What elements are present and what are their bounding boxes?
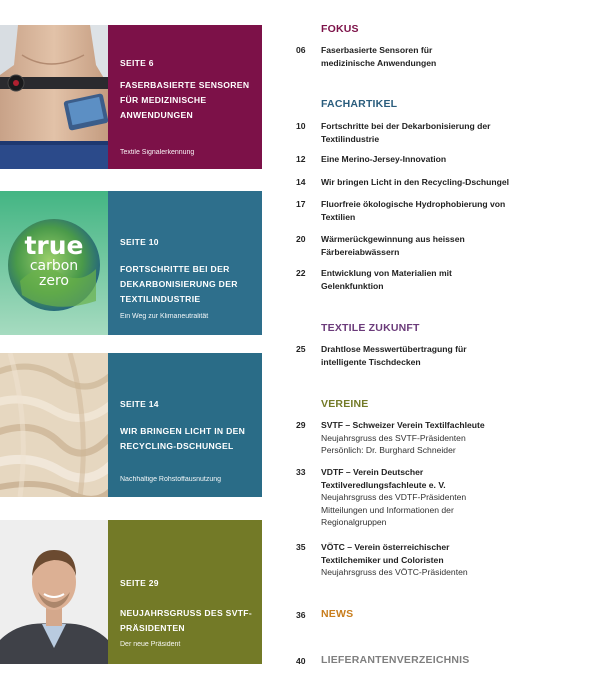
toc-page-number: 29 [296,420,306,430]
teaser-box [108,191,262,335]
section-heading-lieferantenverzeichnis: LIEFERANTENVERZEICHNIS [321,654,470,666]
teaser-title: WIR BRINGEN LICHT IN DEN RECYCLING-DSCHUNGEL [120,426,246,451]
section-heading-news: NEWS [321,608,354,620]
toc-page-number: 10 [296,121,306,131]
teaser-recycling[interactable] [0,353,262,497]
teaser-title: FASERBASIERTE SENSOREN FÜR MEDIZINISCHE ANWENDUNGEN [120,80,250,120]
teaser-subtitle: Der neue Präsident [120,641,181,648]
teaser-sensors[interactable] [0,25,262,169]
toc-page-number: 36 [296,610,306,620]
toc-page-number: 06 [296,45,306,55]
toc-page-number: 12 [296,154,306,164]
toc-entry-title: Fluorfreie ökologische Hydrophobierung von Textilien [321,199,506,222]
toc-entry-title: Eine Merino-Jersey-Innovation [321,154,447,164]
toc-entry-title: Wärmerückgewinnung aus heissen Färbereiabwässern [321,234,465,257]
teaser-box [108,25,262,169]
toc-entry-title: Entwicklung von Materialien mit Gelenkfunktion [321,268,452,291]
teaser-page: SEITE 6 [120,58,154,68]
toc-entry-description: Neujahrsgruss des SVTF-Präsidenten [321,432,466,443]
toc-entry-description: Mitteilungen und Informationen der Regionalgruppen [321,504,454,527]
teaser-subtitle: Nachhaltige Rohstoffausnutzung [120,476,222,483]
teaser-title: FORTSCHRITTE BEI DER DEKARBONISIERUNG DER TEXTILINDUSTRIE [120,264,238,304]
toc-entry-description: Neujahrsgruss des VÖTC-Präsidenten [321,567,468,577]
teaser-subtitle: Ein Weg zur Klimaneutralität [120,313,209,320]
teaser-image-true-carbon-zero [0,191,108,335]
teaser-image-president-portrait [0,520,108,664]
toc-page-number: 22 [296,268,306,278]
toc-page-number: 20 [296,234,306,244]
section-heading-textile-zukunft: TEXTILE ZUKUNFT [321,322,420,334]
teaser-title: NEUJAHRSGRUSS DES SVTF-PRÄSIDENTEN [120,608,253,633]
teaser-subtitle: Textile Signalerkennung [120,149,195,156]
toc-entry-title: Fortschritte bei der Dekarbonisierung der Textilindustrie [321,121,491,144]
section-heading-fokus: FOKUS [321,23,359,35]
toc-page-number: 33 [296,467,306,477]
toc-page-number: 14 [296,177,306,187]
toc-entry-title: Faserbasierte Sensoren für medizinische Anwendungen [321,45,437,68]
section-heading-fachartikel: FACHARTIKEL [321,98,398,110]
teaser-page: SEITE 10 [120,237,159,247]
teaser-page: SEITE 14 [120,399,159,409]
teaser-image-sensor-belt [0,25,108,169]
toc-entry-title: Wir bringen Licht in den Recycling-Dschungel [321,177,510,187]
toc-entry-description: Persönlich: Dr. Burghard Schneider [321,445,456,455]
true-carbon-zero-logo: true carbon zero [24,231,84,289]
section-heading-vereine: VEREINE [321,398,369,410]
teaser-dekarbonisierung[interactable] [0,191,262,335]
toc-entry-title: Drahtlose Messwertübertragung für intelligente Tischdecken [321,344,467,367]
teaser-box [108,520,262,664]
toc-entry-title: VDTF – Verein Deutscher Textilveredlungsfachleute e. V. [321,467,446,490]
teaser-neujahrsgruss[interactable] [0,520,262,664]
teaser-box [108,353,262,497]
toc-page-number: 40 [296,656,306,666]
toc-page-number: 35 [296,542,306,552]
toc-entry-title: VÖTC – Verein österreichischer Textilchemiker und Coloristen [321,542,450,565]
teaser-image-wool-fibres [0,353,108,497]
toc-entry-description: Neujahrsgruss des VDTF-Präsidenten [321,492,467,502]
toc-entry-title: SVTF – Schweizer Verein Textilfachleute [321,420,485,430]
teaser-page: SEITE 29 [120,578,159,588]
toc-page-number: 25 [296,344,306,354]
toc-page-number: 17 [296,199,306,209]
